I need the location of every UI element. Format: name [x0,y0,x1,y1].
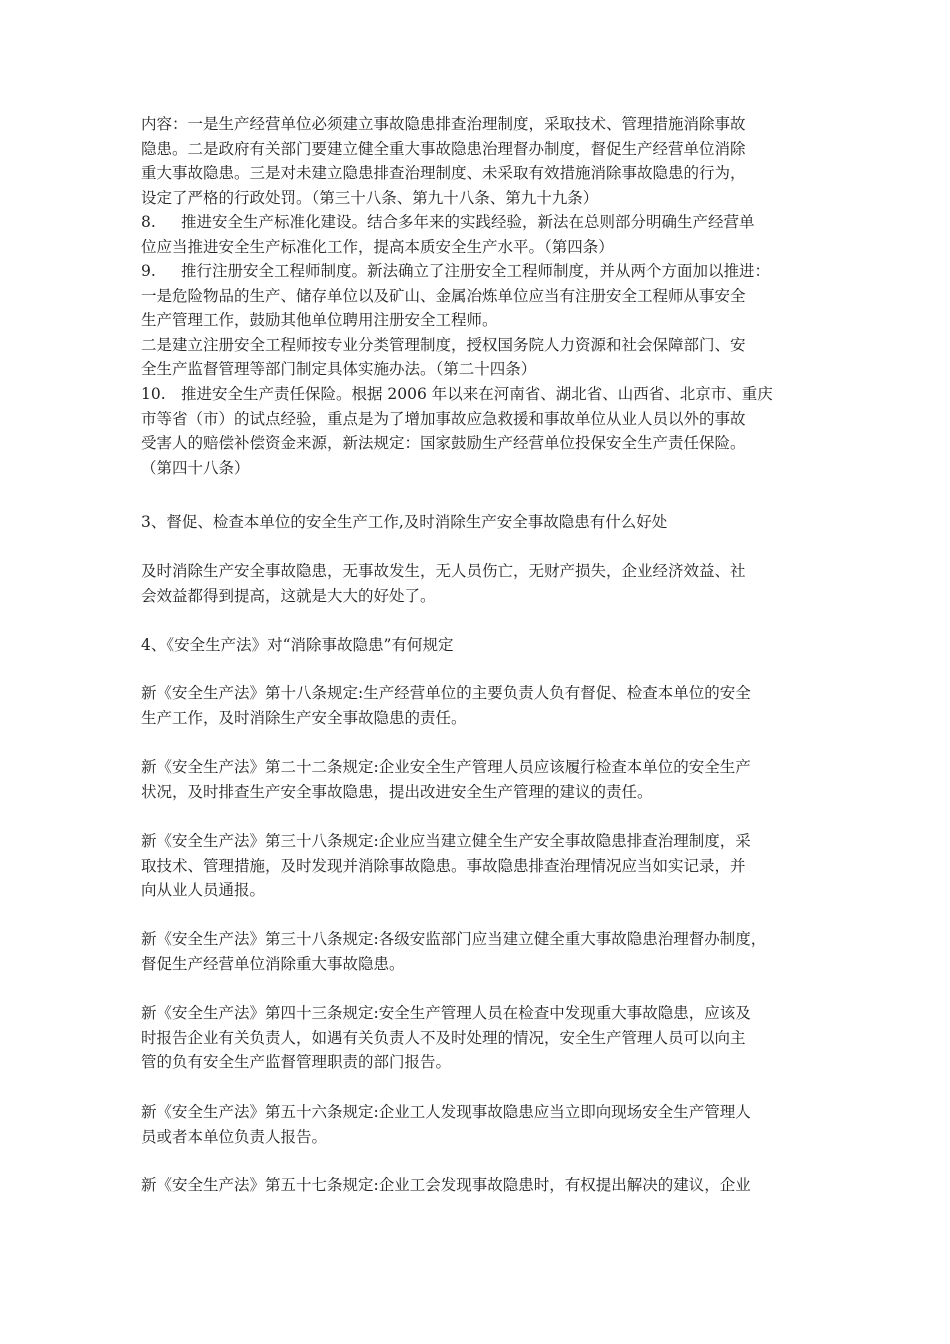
text-line: 及时消除生产安全事故隐患，无事故发生，无人员伤亡，无财产损失，企业经济效益、社 [141,562,746,580]
rule-paragraph-2 [141,755,821,804]
text-line: 状况，及时排查生产安全事故隐患，提出改进安全生产管理的建议的责任。 [141,782,653,801]
text-line: 推进安全生产标准化建设。结合多年来的实践经验，新法在总则部分明确生产经营单 [181,213,755,231]
text-line: （第四十八条） [141,458,250,477]
list-number: 9. [141,262,156,280]
text-line: 新《安全生产法》第三十八条规定:各级安监部门应当建立健全重大事故隐患治理督办制度， [141,930,767,948]
text-line: 全生产监督管理等部门制定具体实施办法。（第二十四条） [141,360,537,378]
text-line: 新《安全生产法》第十八条规定:生产经营单位的主要负责人负有督促、检查本单位的安全 [141,684,751,702]
text-line: 二是建立注册安全工程师按专业分类管理制度，授权国务院人力资源和社会保障部门、安 [141,335,746,354]
section-heading-3: 3、督促、检查本单位的安全生产工作,及时消除生产安全事故隐患有什么好处 [141,513,668,531]
text-line: 新《安全生产法》第三十八条规定:企业应当建立健全生产安全事故隐患排查治理制度，采 [141,832,751,850]
text-line: 取技术、管理措施，及时发现并消除事故隐患。事故隐患排查治理情况应当如实记录，并 [141,856,746,875]
text-line: 生产管理工作，鼓励其他单位聘用注册安全工程师。 [141,311,498,329]
list-number: 10. [141,385,166,403]
text-line: 新《安全生产法》第二十二条规定:企业安全生产管理人员应该履行检查本单位的安全生产 [141,758,751,776]
text-line: 位应当推进安全生产标准化工作，提高本质安全生产水平。（第四条） [141,237,614,256]
rule-paragraph-1 [141,681,821,730]
text-line: 推行注册安全工程师制度。新法确立了注册安全工程师制度，并从两个方面加以推进： [181,262,771,280]
text-line: 一是危险物品的生产、储存单位以及矿山、金属冶炼单位应当有注册安全工程师从事安全 [141,286,746,305]
text-line: 内容：一是生产经营单位必须建立事故隐患排查治理制度，采取技术、管理措施消除事故 [141,115,746,133]
text-line: 新《安全生产法》第五十七条规定:企业工会发现事故隐患时，有权提出解决的建议，企业 [141,1176,751,1194]
rule-paragraph-4 [141,927,821,976]
section-heading-4: 4、《安全生产法》对“消除事故隐患”有何规定 [141,636,454,654]
text-line: 市等省（市）的试点经验，重点是为了增加事故应急救援和事故单位从业人员以外的事故 [141,409,746,428]
list-number: 8. [141,213,156,231]
text-line: 生产工作，及时消除生产安全事故隐患的责任。 [141,708,467,727]
text-line: 重大事故隐患。三是对未建立隐患排查治理制度、未采取有效措施消除事故隐患的行为， [141,164,746,182]
rule-paragraph-7 [141,1173,821,1198]
text-line: 新《安全生产法》第五十六条规定:企业工人发现事故隐患应当立即向现场安全生产管理人 [141,1103,751,1121]
text-line: 管的负有安全生产监督管理职责的部门报告。 [141,1053,452,1071]
text-line: 受害人的赔偿补偿资金来源，新法规定：国家鼓励生产经营单位投保安全生产责任保险。 [141,434,746,452]
text-line: 设定了严格的行政处罚。（第三十八条、第九十八条、第九十九条） [141,188,599,207]
text-line: 会效益都得到提高，这就是大大的好处了。 [141,586,436,605]
intro-paragraph [141,112,821,210]
rule-paragraph-3 [141,829,821,903]
text-line: 督促生产经营单位消除重大事故隐患。 [141,954,405,973]
list-item-10 [141,382,821,480]
text-line: 时报告企业有关负责人，如遇有关负责人不及时处理的情况，安全生产管理人员可以向主 [141,1028,746,1047]
text-line: 新《安全生产法》第四十三条规定:安全生产管理人员在检查中发现重大事故隐患，应该及 [141,1004,751,1022]
list-item-8 [141,210,821,259]
text-line: 向从业人员通报。 [141,881,266,899]
text-line: 隐患。二是政府有关部门要建立健全重大事故隐患治理督办制度，督促生产经营单位消除 [141,139,746,158]
list-item-9 [141,259,821,382]
text-line: 员或者本单位负责人报告。 [141,1127,328,1146]
text-line: 推进安全生产责任保险。根据 2006 年以来在河南省、湖北省、山西省、北京市、重庆 [181,385,773,403]
rule-paragraph-6 [141,1100,821,1149]
rule-paragraph-5 [141,1001,821,1075]
answer-paragraph-3 [141,559,821,608]
